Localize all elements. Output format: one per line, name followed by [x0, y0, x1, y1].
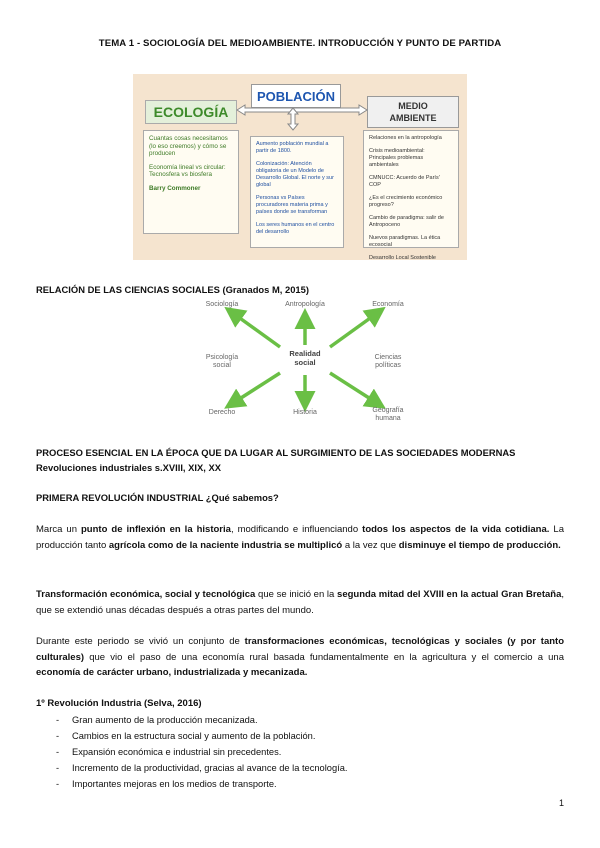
psicologia-line1: Psicología: [205, 354, 239, 361]
p3-c: que vio el paso de una economía rural basada fundamentalmente en la agricultura y el comercio a una: [84, 651, 564, 663]
list-item: - Gran aumento de la producción mecanizada.: [56, 712, 347, 728]
paragraph-2: [36, 587, 564, 618]
ecologia-item: Barry Commoner: [149, 184, 201, 192]
arrow-upleft: [230, 311, 280, 347]
paragraph-1: [36, 522, 564, 553]
p1-f: agrícola como de la naciente industria se multiplicó: [108, 539, 343, 551]
center-line1: Realidad: [289, 349, 321, 358]
ciencias-line2: políticas: [375, 362, 401, 369]
p2-b: que se inició en la: [255, 589, 338, 600]
list-item: - Incremento de la productividad, gracias al avance de la tecnología.: [56, 760, 347, 776]
realidad-social: [273, 349, 337, 367]
p3-a: Durante este periodo se vivió un conjunto de: [36, 636, 245, 647]
label-derecho: Derecho: [208, 409, 236, 416]
poblacion-box: POBLACIÓN: [251, 84, 341, 108]
medio-ambiente-column: [363, 130, 459, 261]
section-title-proceso: PROCESO ESENCIAL EN LA ÉPOCA QUE DA LUGAR AL SURGIMIENTO DE LAS SOCIEDADES MODERNAS: [36, 447, 516, 458]
label-geografia: [358, 407, 418, 423]
p1-g: a la vez que: [342, 539, 399, 551]
label-antropologia: Antropología: [285, 301, 325, 308]
label-economia: Economía: [372, 301, 404, 308]
list-title: 1º Revolución Industria (Selva, 2016): [36, 698, 202, 709]
medio-item: CMNUCC: Acuerdo de París' COP: [369, 175, 440, 188]
label-historia: Historia: [293, 409, 317, 416]
social-sciences-diagram: [190, 297, 420, 427]
poblacion-item: Colonización: Atención obligatoria de un Modelo de Desarrollo Global. El norte y sur global: [256, 161, 334, 188]
medio-item: Crisis medioambiental: Principales problemas ambientales: [369, 148, 425, 168]
ecologia-column: [143, 130, 239, 234]
medio-item: Relaciones en la antropología: [369, 135, 442, 141]
medio-line2: AMBIENTE: [389, 113, 437, 123]
paragraph-3: [36, 634, 564, 681]
arrow-upright: [330, 311, 380, 347]
poblacion-item: Aumento población mundial a partir de 1800.: [256, 141, 329, 154]
p1-d: todos los aspectos de la vida cotidiana.: [362, 524, 550, 535]
ciencias-line1: Ciencias: [374, 354, 402, 361]
ecologia-item: Economía lineal vs circular: Tecnosfera vs biosfera: [149, 163, 226, 179]
poblacion-item: Los seres humanos en el centro del desarrollo: [256, 222, 335, 235]
p1-e: La producción tanto: [36, 524, 564, 551]
geografia-line1: Geografía: [372, 407, 404, 414]
ecologia-box: ECOLOGÍA: [145, 100, 237, 124]
ecologia-item: Cuantas cosas necesitamos (lo eso creemos) y cómo se producen: [149, 135, 228, 158]
medio-item: Nuevos paradigmas. La ética ecosocial: [369, 235, 441, 248]
revolution-features-list: [56, 712, 347, 792]
p1-h: disminuye el tiempo de producción.: [398, 539, 561, 551]
p3-d: economía de carácter urbano, industrializada y mecanizada.: [36, 667, 308, 678]
geografia-line2: humana: [375, 415, 401, 422]
page-number: 1: [558, 798, 564, 808]
section-title-ciencias: RELACIÓN DE LAS CIENCIAS SOCIALES (Granados M, 2015): [36, 284, 309, 295]
label-psicologia: [192, 354, 252, 370]
medio-item: Cambio de paradigma: salir de Antropoceno: [369, 215, 444, 228]
p1-b: punto de inflexión en la historia: [81, 524, 231, 535]
medio-line1: MEDIO: [398, 101, 428, 111]
section-subtitle-revoluciones: Revoluciones industriales s.XVIII, XIX, XX: [36, 462, 221, 473]
page-title: TEMA 1 - SOCIOLOGÍA DEL MEDIOAMBIENTE. INTRODUCCIÓN Y PUNTO DE PARTIDA: [98, 38, 502, 49]
psicologia-line2: social: [213, 362, 231, 369]
list-item: - Expansión económica e industrial sin precedentes.: [56, 744, 347, 760]
p1-c: , modificando e influenciando: [230, 524, 363, 535]
label-ciencias-politicas: [358, 354, 418, 370]
p2-d: , que se extendió unas décadas después a otras partes del mundo.: [36, 589, 564, 616]
medio-item: ¿Es el crecimiento económico progreso?: [369, 195, 443, 208]
label-sociologia: Sociología: [205, 301, 239, 308]
p2-c: segunda mitad del XVIII en la actual Gran Bretaña: [337, 589, 562, 600]
medio-item: Desarrollo Local Sostenible: [369, 255, 436, 261]
p1-a: Marca un: [36, 524, 81, 535]
poblacion-item: Personas vs Países procuradores materia prima y países donde se transforman: [256, 195, 328, 215]
double-arrow-left: [237, 105, 367, 115]
ecology-population-diagram: [133, 74, 467, 260]
arrow-downleft: [230, 373, 280, 405]
list-item: - Importantes mejoras en los medios de transporte.: [56, 776, 347, 792]
arrow-downright: [330, 373, 380, 405]
p2-a: Transformación económica, social y tecnológica: [36, 589, 256, 600]
list-item: - Cambios en la estructura social y aumento de la población.: [56, 728, 347, 744]
center-line2: social: [294, 358, 316, 367]
p3-b: transformaciones económicas, tecnológicas y sociales (y por tanto culturales): [36, 636, 564, 663]
poblacion-column: [250, 136, 344, 248]
section-title-primera-revolucion: PRIMERA REVOLUCIÓN INDUSTRIAL ¿Qué sabemos?: [36, 492, 279, 503]
